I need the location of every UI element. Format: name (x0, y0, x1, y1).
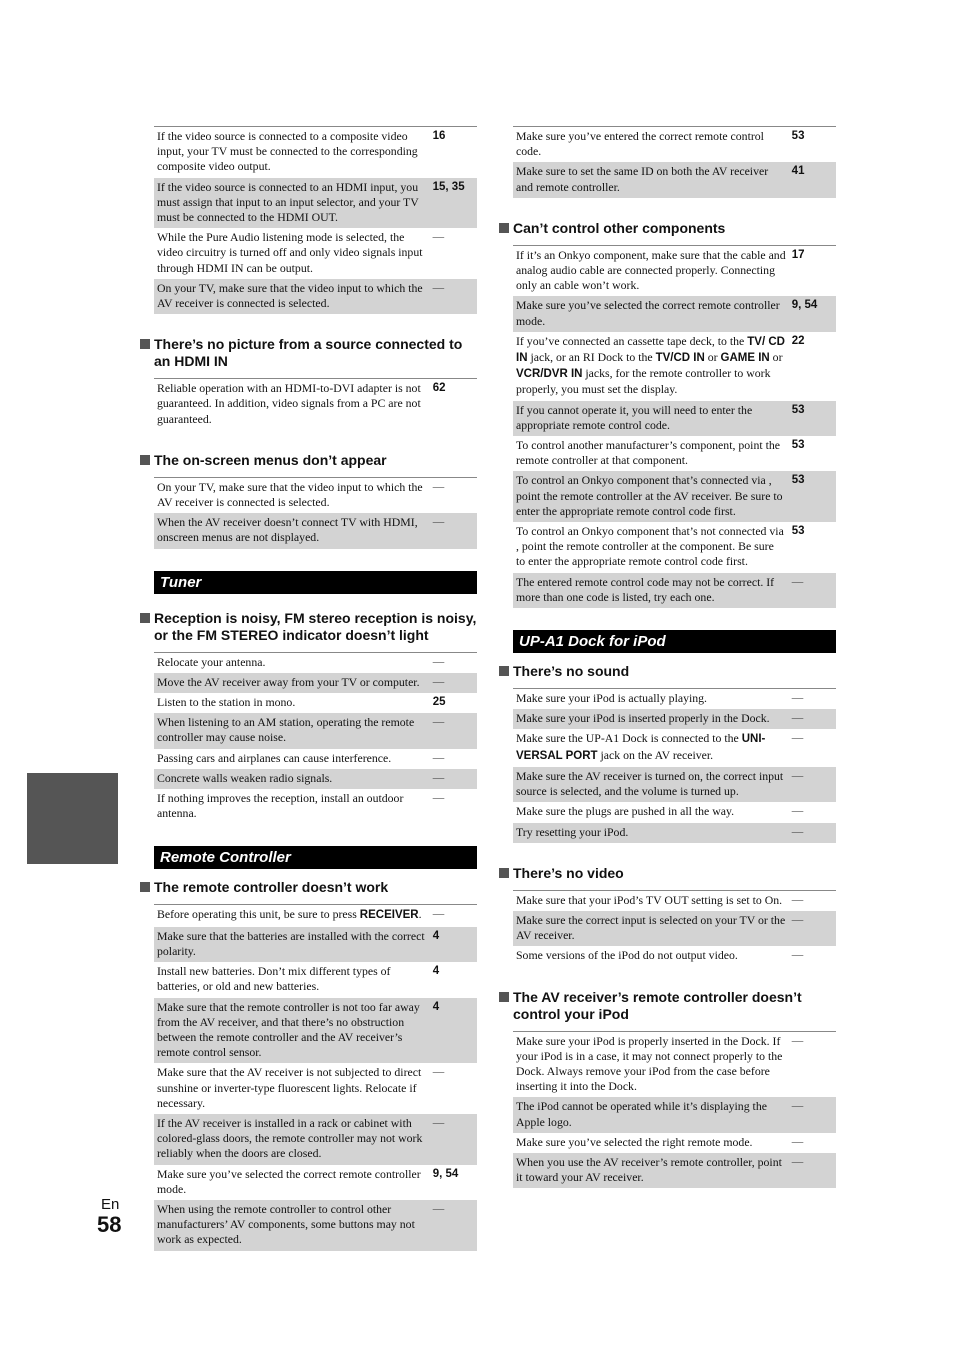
tuner-table (154, 652, 477, 825)
page-reference: 53 (791, 130, 805, 142)
page-reference: 53 (789, 471, 836, 522)
table-row (154, 279, 477, 314)
table-row (513, 946, 836, 966)
row-text: If it’s an Onkyo component, make sure that the cable and analog audio cable are connected properly. Connecting only an cable won’t work. (516, 247, 786, 293)
section-heading-osd: The on-screen menus don’t appear (154, 452, 477, 469)
row-text: The entered remote control code may not be correct. If more than one code is listed, try each one. (513, 573, 789, 608)
table-row (513, 911, 836, 946)
osd-table (154, 477, 477, 549)
page-reference: 9, 54 (789, 296, 836, 331)
row-text: Make sure the UP-A1 Dock is connected to the UNIVERSAL PORT jack on the AV receiver. (516, 731, 766, 762)
page-reference: — (432, 231, 445, 244)
table-row (154, 1063, 477, 1114)
remote-code-table (513, 126, 836, 198)
table-row (154, 228, 477, 279)
table-row (513, 401, 836, 436)
page-reference: — (430, 673, 477, 693)
bullet-square-icon (499, 666, 509, 676)
row-text: If you cannot operate it, you will need to enter the appropriate remote control code. (513, 401, 789, 436)
bullet-square-icon (140, 613, 150, 623)
row-text: Make sure your iPod is properly inserted in the Dock. If your iPod is in a case, it may not connect properly to the Dock. Always remove your iPod from the case before inserting it into the Dock. (516, 1033, 783, 1094)
row-text: When listening to an AM station, operating the remote controller may cause noise. (154, 713, 430, 748)
page-reference: 16 (432, 130, 446, 142)
page-reference: — (430, 769, 477, 789)
row-text: Make sure you’ve entered the correct remote control code. (516, 129, 764, 159)
row-text: Concrete walls weaken radio signals. (154, 769, 430, 789)
page-language: En (101, 1196, 120, 1213)
table-row (513, 767, 836, 802)
table-row (513, 689, 836, 710)
page-reference: 4 (432, 965, 440, 978)
row-text: Make sure that the batteries are installed with the correct polarity. (154, 927, 430, 962)
table-row (154, 769, 477, 789)
page-reference: — (430, 279, 477, 314)
section-heading-ipod-control: The AV receiver’s remote controller doesn’t control your iPod (513, 989, 836, 1023)
row-text: To control an Onkyo component that’s not connected via , point the remote controller at the component. Be sure to enter the appropriate remote control code first. (516, 524, 784, 569)
page-reference: — (789, 1097, 836, 1132)
table-row (513, 471, 836, 522)
section-heading-reception: Reception is noisy, FM stereo reception is noisy, or the FM STEREO indicator doesn’t light (154, 610, 477, 644)
row-text: Make sure you’ve selected the right remote mode. (516, 1134, 753, 1149)
table-row (154, 127, 477, 178)
row-text: Make sure to set the same ID on both the AV receiver and remote controller. (513, 162, 789, 197)
page-reference: — (430, 1114, 477, 1165)
no-sound-table (513, 688, 836, 843)
row-text: To control an Onkyo component that’s connected via , point the remote controller at the AV receiver. Be sure to enter the appropriate remote control code first. (513, 471, 789, 522)
table-row (513, 729, 836, 766)
row-text: Install new batteries. Don’t mix different types of batteries, or old and new batteries. (157, 964, 391, 994)
row-text: To control another manufacturer’s component, point the remote controller at that component. (516, 438, 780, 468)
row-text: Listen to the station in mono. (157, 695, 296, 710)
table-row (513, 573, 836, 608)
row-text: When the AV receiver doesn’t connect TV with HDMI, onscreen menus are not displayed. (154, 513, 430, 548)
row-text: On your TV, make sure that the video input to which the AV receiver is connected is selected. (154, 279, 430, 314)
row-text: Make sure that the AV receiver is not subjected to direct sunshine or inverter-type fluorescent lights. Relocate if necessary. (157, 1065, 422, 1110)
page-reference: 41 (789, 162, 836, 197)
row-text: If you’ve connected an cassette tape deck, to the TV/ CD IN jack, or an RI Dock to the TV/CD IN or GAME IN or VCR/DVR IN jacks, for the remote controller to work properly, you must set the display. (516, 333, 785, 397)
page-reference: 53 (789, 401, 836, 436)
table-row (154, 379, 477, 430)
other-components-table (513, 245, 836, 608)
row-text: Make sure that the remote controller is not too far away from the AV receiver, and that there’s no obstruction between the remote controller and the AV receiver’s remote control sensor. (154, 998, 430, 1064)
section-banner-dock: UP-A1 Dock for iPod (513, 630, 836, 653)
section-banner-tuner: Tuner (154, 571, 477, 594)
ipod-control-table (513, 1031, 836, 1189)
page-reference: 9, 54 (432, 1167, 459, 1180)
page-reference: — (789, 1153, 836, 1188)
section-heading-no-sound: There’s no sound (513, 663, 836, 680)
hdmi-table (154, 378, 477, 430)
row-text: If the video source is connected to a composite video input, your TV must be connected to the corresponding composite video output. (157, 129, 418, 174)
page-reference: 15, 35 (430, 178, 477, 229)
page-reference: — (430, 513, 477, 548)
page-reference: 17 (791, 248, 805, 261)
table-row (513, 823, 836, 843)
no-video-table (513, 890, 836, 967)
table-row (513, 127, 836, 163)
section-banner-remote: Remote Controller (154, 846, 477, 869)
page-reference: 25 (432, 696, 446, 709)
table-row (154, 713, 477, 748)
table-row (513, 522, 836, 573)
table-row (154, 1200, 477, 1251)
video-troubleshooting-table (154, 126, 477, 314)
table-row (154, 998, 477, 1064)
table-row (154, 652, 477, 673)
page-reference: — (789, 709, 836, 729)
table-row (513, 890, 836, 911)
page-reference: — (430, 713, 477, 748)
page-reference: — (430, 1200, 477, 1251)
row-text: Make sure your iPod is inserted properly in the Dock. (513, 709, 789, 729)
bullet-square-icon (140, 882, 150, 892)
section-heading-other-components: Can’t control other components (513, 220, 836, 237)
bullet-square-icon (499, 868, 509, 878)
chapter-tab-marker (27, 773, 118, 864)
row-text: When you use the AV receiver’s remote controller, point it toward your AV receiver. (513, 1153, 789, 1188)
table-row (154, 178, 477, 229)
row-text: Make sure you’ve selected the correct remote controller mode. (157, 1166, 421, 1196)
table-row (513, 332, 836, 401)
page-reference: — (791, 805, 804, 818)
table-row (513, 1153, 836, 1188)
table-row (154, 513, 477, 548)
table-row (154, 927, 477, 962)
left-column (154, 126, 477, 1251)
row-text: If nothing improves the reception, install an outdoor antenna. (157, 791, 404, 821)
bullet-square-icon (140, 455, 150, 465)
page-reference: 53 (791, 439, 805, 452)
page-reference: — (791, 949, 804, 962)
row-text: If the video source is connected to an HDMI input, you must assign that input to an input selector, and your TV must be connected to the HDMI OUT. (154, 178, 430, 229)
table-row (154, 673, 477, 693)
page-reference: — (432, 908, 445, 921)
bullet-square-icon (140, 339, 150, 349)
page-reference: 62 (432, 382, 446, 395)
page-reference: — (432, 655, 445, 668)
row-text: Make sure the plugs are pushed in all the way. (516, 804, 735, 819)
row-text: On your TV, make sure that the video input to which the AV receiver is connected is selected. (157, 479, 423, 510)
page-reference: 53 (791, 525, 805, 538)
table-row (154, 962, 477, 997)
page-reference: — (791, 692, 804, 705)
page-reference: 22 (791, 334, 805, 347)
page-reference: 4 (430, 927, 477, 962)
table-row (513, 296, 836, 331)
row-text: Make sure the AV receiver is turned on, the correct input source is selected, and the volume is turned up. (513, 767, 789, 802)
table-row (154, 749, 477, 769)
table-row (154, 477, 477, 513)
row-text: Before operating this unit, be sure to press RECEIVER. (157, 907, 422, 922)
page-reference: — (789, 911, 836, 946)
bullet-square-icon (499, 992, 509, 1002)
table-row (513, 1097, 836, 1132)
row-text: Some versions of the iPod do not output video. (516, 948, 738, 963)
page-reference: — (791, 893, 804, 906)
row-text: Make sure you’ve selected the correct remote controller mode. (513, 296, 789, 331)
row-text: When using the remote controller to control other manufacturers’ AV components, some buttons may not work as expected. (154, 1200, 430, 1251)
page-reference: — (789, 767, 836, 802)
table-row (154, 789, 477, 824)
bullet-square-icon (499, 223, 509, 233)
page-reference: — (789, 823, 836, 843)
page-number: 58 (97, 1212, 122, 1237)
page-reference: — (791, 1135, 804, 1148)
page-reference: 4 (430, 998, 477, 1064)
right-column (513, 126, 836, 1188)
table-row (154, 693, 477, 713)
page-reference: — (791, 732, 804, 745)
table-row (513, 709, 836, 729)
table-row (513, 245, 836, 296)
row-text: Try resetting your iPod. (513, 823, 789, 843)
page-reference: — (432, 1066, 445, 1079)
table-row (513, 162, 836, 197)
page-reference: — (791, 1034, 804, 1047)
table-row (513, 1031, 836, 1097)
table-row (513, 802, 836, 822)
row-text: Make sure your iPod is actually playing. (516, 691, 708, 706)
row-text: Make sure the correct input is selected on your TV or the AV receiver. (513, 911, 789, 946)
table-row (513, 1133, 836, 1153)
row-text: Reliable operation with an HDMI-to-DVI adapter is not guaranteed. In addition, video signals from a PC are not guaranteed. (157, 381, 421, 426)
table-row (154, 1165, 477, 1200)
row-text: Make sure that your iPod’s TV OUT setting is set to On. (516, 892, 783, 907)
row-text: While the Pure Audio listening mode is selected, the video circuitry is turned off and only video signals input through HDMI IN can be output. (157, 230, 423, 275)
section-heading-remote: The remote controller doesn’t work (154, 879, 477, 896)
section-heading-no-video: There’s no video (513, 865, 836, 882)
table-row (154, 1114, 477, 1165)
row-text: Passing cars and airplanes can cause interference. (157, 750, 392, 765)
page-reference: — (789, 573, 836, 608)
section-heading-hdmi: There’s no picture from a source connected to an HDMI IN (154, 336, 477, 370)
row-text: Move the AV receiver away from your TV or computer. (154, 673, 430, 693)
row-text: If the AV receiver is installed in a rack or cabinet with colored-glass doors, the remote controller may not work reliably when the doors are closed. (154, 1114, 430, 1165)
row-text: The iPod cannot be operated while it’s displaying the Apple logo. (513, 1097, 789, 1132)
row-text: Relocate your antenna. (157, 654, 266, 669)
remote-table (154, 904, 477, 1250)
table-row (154, 905, 477, 927)
page-reference: — (432, 480, 445, 493)
page-reference: — (432, 792, 445, 805)
table-row (513, 436, 836, 471)
page-reference: — (432, 751, 445, 764)
